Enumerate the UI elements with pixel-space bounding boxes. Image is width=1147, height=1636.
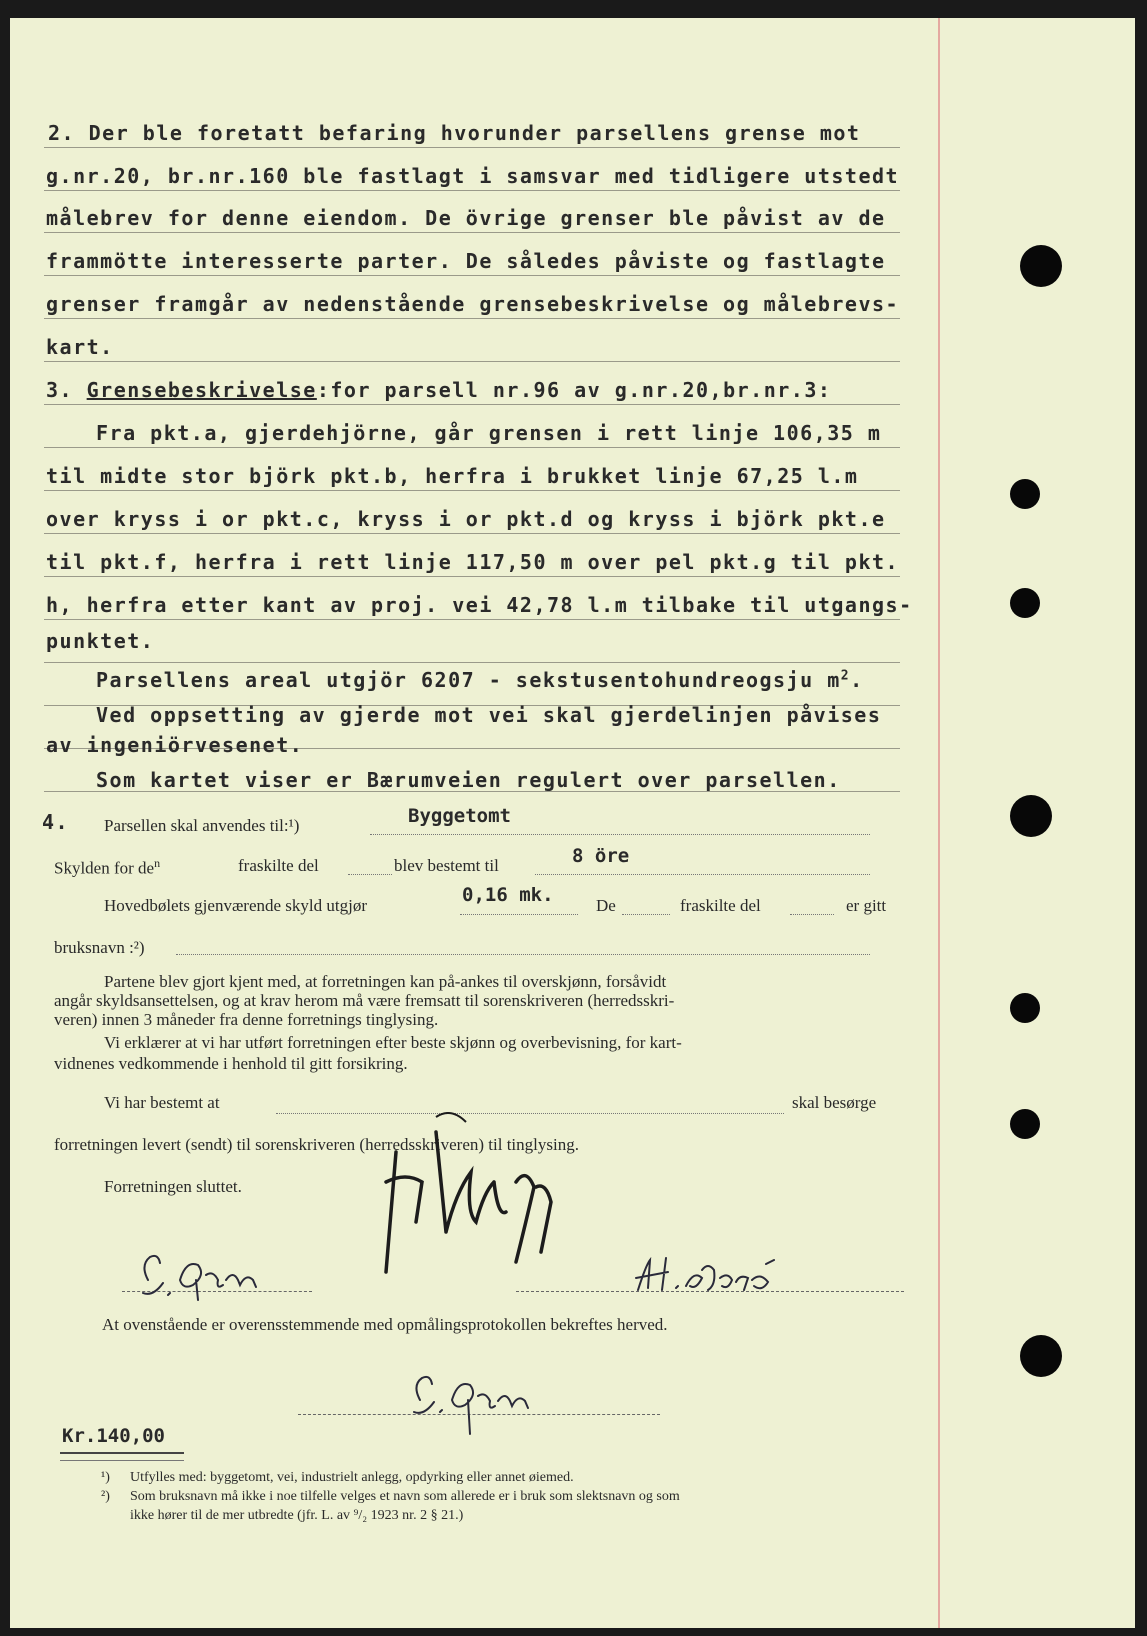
punch-hole bbox=[1010, 588, 1040, 618]
skyld-label-a: Skylden for de bbox=[54, 858, 155, 878]
ruled-line bbox=[44, 361, 900, 362]
punch-hole bbox=[1020, 1335, 1062, 1377]
sluttet-label: Forretningen sluttet. bbox=[104, 1177, 242, 1196]
footnote-2-text-cont: ikke hører til de mer utbredte (jfr. L. av ⁹/₂ 1923 nr. 2 § 21.) bbox=[130, 1508, 464, 1523]
ruled-line bbox=[44, 190, 900, 191]
ruled-line bbox=[44, 232, 900, 233]
section3-line-6: punktet. bbox=[46, 629, 155, 653]
section2-line-6: kart. bbox=[46, 335, 114, 359]
section2-line-3: målebrev for denne eiendom. De övrige grenser ble påvist av de bbox=[46, 206, 886, 230]
section3-heading-rest: :for parsell nr.96 av g.nr.20,br.nr.3: bbox=[316, 378, 832, 402]
certification: At ovenstående er overensstemmende med opmålingsprotokollen bekreftes herved. bbox=[102, 1315, 668, 1334]
footnote-2-text: Som bruksnavn må ikke i noe tilfelle velges et navn som allerede er i bruk som slektsnavn og som bbox=[130, 1489, 680, 1504]
footnote-1-mark: ¹) bbox=[101, 1470, 110, 1485]
ruled-line bbox=[44, 447, 900, 448]
besorge-label: skal besørge bbox=[792, 1093, 877, 1112]
skyld-row bbox=[54, 856, 160, 879]
notice-line-5: vidnenes vedkommende i henhold til gitt forsikring. bbox=[54, 1054, 408, 1073]
section2-line-4: frammötte interesserte parter. De således påviste og fastlagte bbox=[46, 249, 886, 273]
footnote-1-text: Utfylles med: byggetomt, vei, industrielt anlegg, opdyrking eller annet øiemed. bbox=[130, 1470, 574, 1485]
skyld-label-c: blev bestemt til bbox=[394, 856, 499, 875]
ruled-line bbox=[44, 533, 900, 534]
use-value: Byggetomt bbox=[408, 805, 511, 827]
de-dotted-line bbox=[622, 913, 670, 915]
section2-line-5: grenser framgår av nedenstående grensebeskrivelse og målebrevs- bbox=[46, 292, 900, 316]
fee-amount: Kr.140,00 bbox=[62, 1425, 165, 1447]
area-sup: 2 bbox=[840, 668, 851, 684]
notice-line-4: Vi erklærer at vi har utført forretningen efter beste skjønn og overbevisning, for kart- bbox=[104, 1033, 682, 1052]
ruled-line bbox=[44, 576, 900, 577]
skyld-label-b: fraskilte del bbox=[238, 856, 319, 875]
use-dotted-line bbox=[370, 833, 870, 835]
punch-hole bbox=[1010, 993, 1040, 1023]
hoved-value: 0,16 mk. bbox=[462, 884, 554, 906]
section3-heading bbox=[46, 378, 831, 402]
bruksnavn-dotted-line bbox=[176, 953, 870, 955]
notice-line-1: Partene blev gjort kjent med, at forretningen kan på‑ankes til overskjønn, forsåvidt bbox=[104, 972, 667, 991]
ruled-line bbox=[44, 490, 900, 491]
section3-line-2: til midte stor björk pkt.b, herfra i brukket linje 67,25 l.m bbox=[46, 464, 859, 488]
fence-line-1: Ved oppsetting av gjerde mot vei skal gjerdelinjen påvises bbox=[96, 703, 882, 727]
section3-line-4: til pkt.f, herfra i rett linje 117,50 m over pel pkt.g til pkt. bbox=[46, 550, 900, 574]
footnote-rule bbox=[60, 1460, 184, 1461]
section4-number: 4. bbox=[42, 810, 70, 834]
ruled-line bbox=[44, 662, 900, 663]
signature-center bbox=[376, 1112, 566, 1282]
levert-line: forretningen levert (sendt) til sorenskriveren (herredsskriveren) til tinglysing. bbox=[54, 1135, 579, 1154]
gitt-label: er gitt bbox=[846, 896, 887, 915]
section3-line-5: h, herfra etter kant av proj. vei 42,78 l.m tilbake til utgangs- bbox=[46, 593, 913, 617]
punch-hole bbox=[1020, 245, 1062, 287]
area-end: . bbox=[850, 668, 864, 692]
notice-line-2: angår skyldsansettelsen, og at krav herom må være fremsatt til sorenskriveren (herredsskri- bbox=[54, 991, 675, 1010]
hoved-label: Hovedbølets gjenværende skyld utgjør bbox=[104, 896, 367, 915]
skyld-value: 8 öre bbox=[572, 845, 630, 867]
ruled-line bbox=[44, 318, 900, 319]
punch-hole bbox=[1010, 1109, 1040, 1139]
fence-line-2: av ingeniörvesenet. bbox=[46, 733, 304, 757]
fraskilte-label: fraskilte del bbox=[680, 896, 761, 915]
signature-bottom bbox=[408, 1370, 538, 1440]
notice-line-3: veren) innen 3 måneder fra denne forretnings tinglysing. bbox=[54, 1010, 439, 1029]
footnote-2-mark: ²) bbox=[101, 1489, 110, 1504]
skyld-dotted-line bbox=[348, 873, 392, 875]
fraskilte-dotted-line bbox=[790, 913, 834, 915]
map-line: Som kartet viser er Bærumveien regulert over parsellen. bbox=[96, 768, 841, 792]
section3-heading-title: Grensebeskrivelse bbox=[86, 378, 317, 402]
section3-line-3: over kryss i or pkt.c, kryss i or pkt.d og kryss i björk pkt.e bbox=[46, 507, 886, 531]
ruled-line bbox=[44, 147, 900, 148]
hoved-dotted-line bbox=[460, 913, 578, 915]
ruled-line bbox=[44, 275, 900, 276]
signature-left bbox=[138, 1245, 278, 1305]
punch-hole bbox=[1010, 479, 1040, 509]
area-text: Parsellens areal utgjör 6207 - sekstusentohundreogsju m bbox=[96, 668, 841, 692]
skyld-sup: n bbox=[154, 856, 161, 870]
use-label: Parsellen skal anvendes til:¹) bbox=[104, 816, 300, 835]
section3-line-1: Fra pkt.a, gjerdehjörne, går grensen i rett linje 106,35 m bbox=[96, 421, 882, 445]
section2-line-1: 2. Der ble foretatt befaring hvorunder parsellens grense mot bbox=[48, 121, 861, 145]
fee-underline bbox=[60, 1452, 184, 1454]
area-line bbox=[96, 668, 864, 692]
bestemt-label: Vi har bestemt at bbox=[104, 1093, 220, 1112]
margin-line bbox=[938, 18, 940, 1628]
signature-right bbox=[628, 1250, 818, 1300]
skyld-value-dotted-line bbox=[535, 873, 870, 875]
ruled-line bbox=[44, 404, 900, 405]
section2-line-2: g.nr.20, br.nr.160 ble fastlagt i samsvar med tidligere utstedt bbox=[46, 164, 900, 188]
section3-number: 3. bbox=[46, 378, 74, 402]
bruksnavn-label: bruksnavn :²) bbox=[54, 938, 145, 957]
ruled-line bbox=[44, 619, 900, 620]
de-label: De bbox=[596, 896, 616, 915]
punch-hole bbox=[1010, 795, 1052, 837]
